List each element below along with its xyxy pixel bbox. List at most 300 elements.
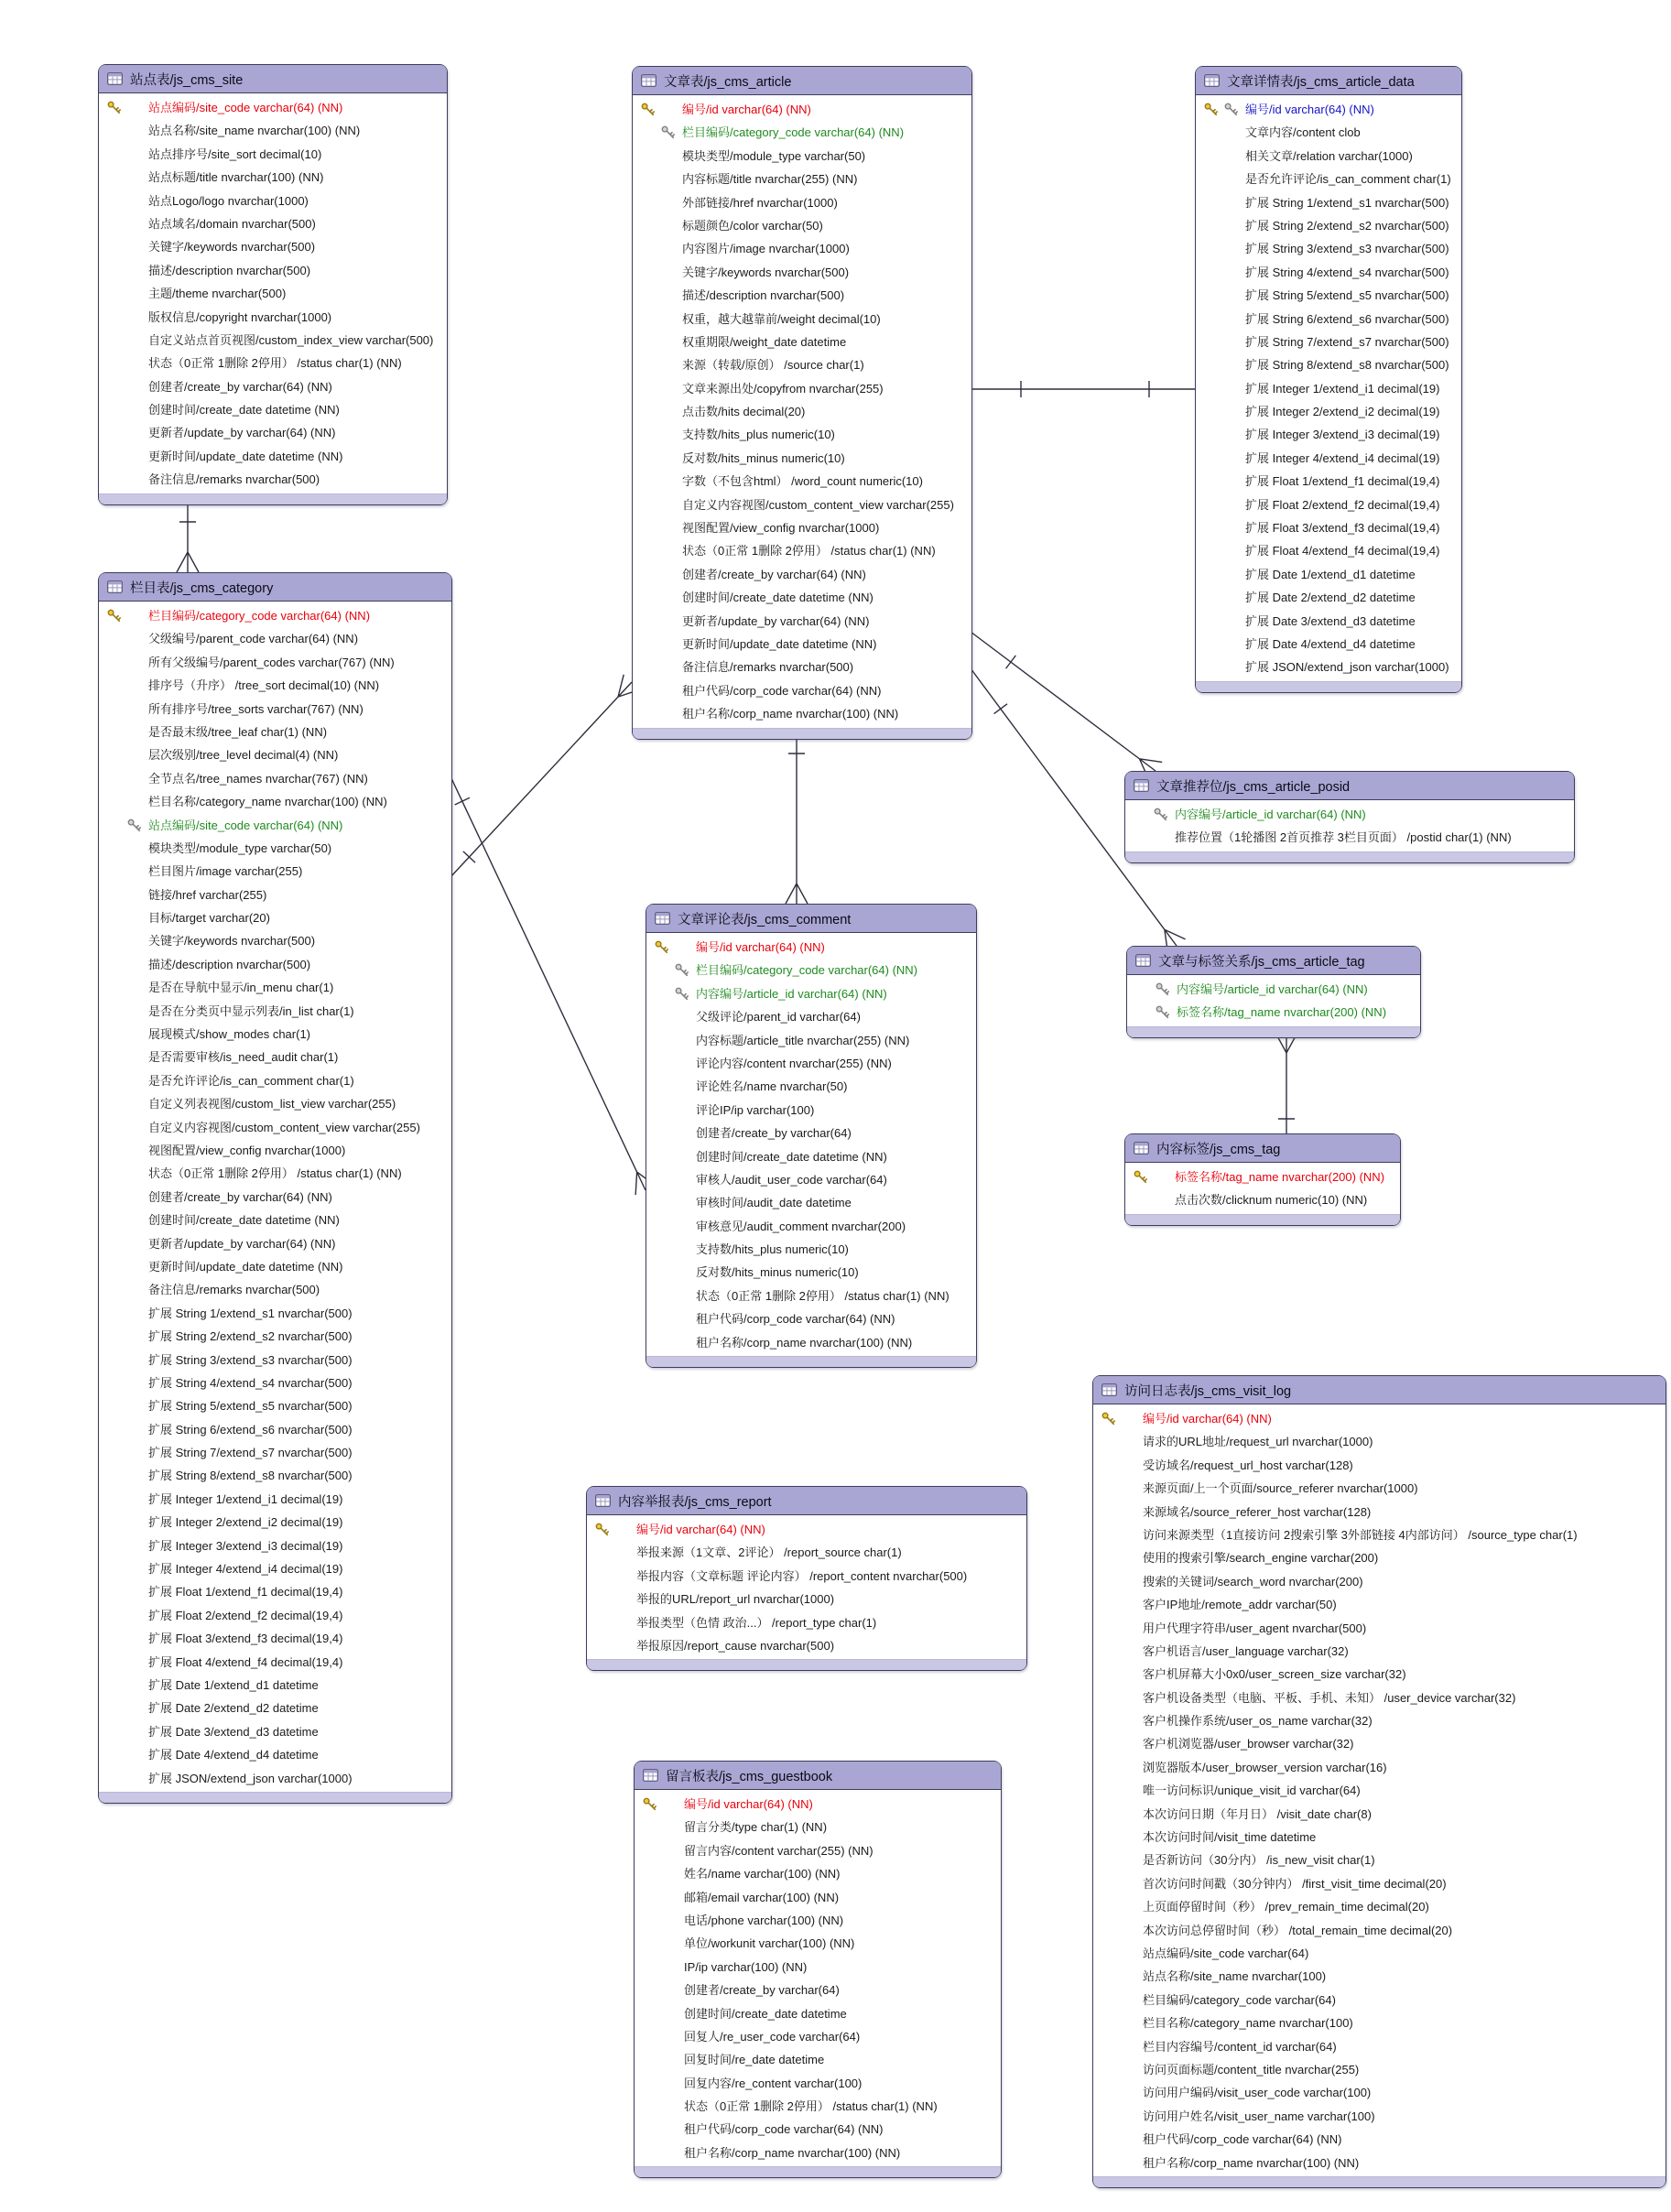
table-icon <box>655 912 670 925</box>
field-row-plain[interactable] <box>1196 237 1461 260</box>
field-row-pk[interactable] <box>587 1518 1026 1541</box>
field-row-plain[interactable] <box>1093 1686 1666 1709</box>
field-row-plain[interactable] <box>99 1349 451 1372</box>
field-label: 推荐位置（1轮播图 2首页推荐 3栏目页面） /postid char(1) (NN) <box>1175 830 1512 845</box>
field-row-plain[interactable] <box>1196 331 1461 353</box>
field-row-pk[interactable] <box>99 604 451 627</box>
field-row-plain[interactable] <box>99 1255 451 1278</box>
field-row-plain[interactable] <box>99 445 447 468</box>
field-row-plain[interactable] <box>99 837 451 860</box>
field-row-plain[interactable] <box>99 1372 451 1394</box>
field-row-plain[interactable] <box>1093 1663 1666 1686</box>
field-row-plain[interactable] <box>99 352 447 374</box>
field-row-plain[interactable] <box>99 1511 451 1534</box>
field-row-plain[interactable] <box>633 447 971 470</box>
field-row-plain[interactable] <box>646 1238 976 1261</box>
field-label: 扩展 Integer 2/extend_i2 decimal(19) <box>148 1515 343 1530</box>
field-label: 内容标题/article_title nvarchar(255) (NN) <box>696 1033 910 1047</box>
field-label: 创建时间/create_date datetime <box>684 2006 847 2021</box>
field-row-plain[interactable] <box>1196 284 1461 307</box>
field-row-plain[interactable] <box>99 906 451 929</box>
primary-key-icon <box>654 939 669 955</box>
field-row-plain[interactable] <box>633 261 971 284</box>
entity-title: 文章评论表/js_cms_comment <box>678 912 852 927</box>
field-row-plain[interactable] <box>99 976 451 999</box>
field-row-plain[interactable] <box>99 1046 451 1068</box>
field-row-plain[interactable] <box>646 1052 976 1075</box>
field-row-plain[interactable] <box>633 423 971 446</box>
entity-js_cms_article_tag[interactable] <box>1126 946 1421 1038</box>
field-row-plain[interactable] <box>99 1743 451 1766</box>
field-label: 所有排序号/tree_sorts varchar(767) (NN) <box>148 701 363 716</box>
table-icon <box>1204 74 1220 87</box>
field-label: 客户IP地址/remote_addr varchar(50) <box>1143 1598 1337 1612</box>
field-row-plain[interactable] <box>99 1302 451 1325</box>
field-row-plain[interactable] <box>1196 121 1461 144</box>
entity-field-list <box>1196 95 1461 679</box>
field-row-pkfk[interactable] <box>1196 98 1461 121</box>
entity-footer <box>635 2166 1001 2177</box>
field-row-plain[interactable] <box>635 2002 1001 2025</box>
field-row-plain[interactable] <box>1125 1188 1400 1211</box>
field-row-fk[interactable] <box>646 982 976 1005</box>
field-label: 邮箱/email varchar(100) (NN) <box>684 1890 840 1904</box>
field-label: 外部链接/href nvarchar(1000) <box>682 195 838 210</box>
field-label: 字数（不包含html） /word_count numeric(10) <box>682 474 923 489</box>
field-row-plain[interactable] <box>99 1186 451 1209</box>
field-row-plain[interactable] <box>99 1278 451 1301</box>
field-label: 扩展 String 6/extend_s6 nvarchar(500) <box>148 1422 353 1437</box>
field-label: 客户机语言/user_language varchar(32) <box>1143 1643 1349 1658</box>
field-row-fk[interactable] <box>1127 978 1420 1001</box>
field-row-plain[interactable] <box>633 168 971 190</box>
field-row-plain[interactable] <box>1196 539 1461 562</box>
field-row-plain[interactable] <box>1093 1593 1666 1616</box>
entity-header[interactable] <box>1093 1376 1666 1404</box>
field-label: 状态（0正常 1删除 2停用） /status char(1) (NN) <box>684 2099 938 2114</box>
field-label: 搜索的关键词/search_word nvarchar(200) <box>1143 1574 1363 1589</box>
field-row-plain[interactable] <box>1196 447 1461 470</box>
field-row-plain[interactable] <box>99 1069 451 1092</box>
field-row-pk[interactable] <box>99 96 447 119</box>
field-row-plain[interactable] <box>1196 168 1461 190</box>
entity-title: 留言板表/js_cms_guestbook <box>666 1769 833 1784</box>
entity-header[interactable] <box>633 67 971 95</box>
field-row-plain[interactable] <box>646 1099 976 1122</box>
relation-line-js_cms_tag-js_cms_article_tag[interactable] <box>1275 1033 1297 1133</box>
field-row-plain[interactable] <box>646 1261 976 1284</box>
field-row-plain[interactable] <box>99 1325 451 1348</box>
entity-header[interactable] <box>1125 1134 1400 1163</box>
field-label: 扩展 JSON/extend_json varchar(1000) <box>148 1771 353 1785</box>
field-label: 审核人/audit_user_code varchar(64) <box>696 1172 887 1187</box>
relation-line-js_cms_article-js_cms_comment[interactable] <box>786 733 808 904</box>
field-row-plain[interactable] <box>1093 1570 1666 1593</box>
field-label: 举报原因/report_cause nvarchar(500) <box>636 1638 835 1653</box>
field-row-plain[interactable] <box>1093 1965 1666 1988</box>
field-row-plain[interactable] <box>1093 1942 1666 1965</box>
field-row-plain[interactable] <box>99 1023 451 1046</box>
field-row-plain[interactable] <box>99 398 447 421</box>
field-row-plain[interactable] <box>1093 1872 1666 1895</box>
field-row-plain[interactable] <box>99 884 451 906</box>
field-row-plain[interactable] <box>1093 1756 1666 1779</box>
field-row-plain[interactable] <box>99 306 447 329</box>
field-row-fk[interactable] <box>646 959 976 981</box>
field-row-plain[interactable] <box>99 721 451 743</box>
field-row-plain[interactable] <box>99 1394 451 1417</box>
entity-js_cms_tag[interactable] <box>1124 1133 1401 1226</box>
relation-line-js_cms_category-js_cms_article[interactable] <box>450 675 640 877</box>
field-row-plain[interactable] <box>1093 1709 1666 1732</box>
field-label: 扩展 Date 1/extend_d1 datetime <box>1245 567 1416 581</box>
entity-js_cms_comment[interactable] <box>646 904 977 1368</box>
entity-footer <box>646 1356 976 1367</box>
field-row-plain[interactable] <box>633 656 971 678</box>
field-label: 站点排序号/site_sort decimal(10) <box>148 146 322 161</box>
field-row-plain[interactable] <box>1093 1826 1666 1849</box>
field-row-plain[interactable] <box>635 1979 1001 2001</box>
field-row-plain[interactable] <box>633 284 971 307</box>
field-row-plain[interactable] <box>633 493 971 516</box>
field-row-plain[interactable] <box>99 259 447 282</box>
field-row-plain[interactable] <box>99 190 447 212</box>
field-row-fk[interactable] <box>1127 1001 1420 1024</box>
field-row-plain[interactable] <box>635 2095 1001 2118</box>
field-label: 上页面停留时间（秒） /prev_remain_time decimal(20) <box>1143 1900 1429 1914</box>
field-row-plain[interactable] <box>1196 586 1461 609</box>
entity-js_cms_article[interactable] <box>632 66 972 740</box>
field-row-plain[interactable] <box>99 929 451 952</box>
field-label: 状态（0正常 1删除 2停用） /status char(1) (NN) <box>696 1288 949 1303</box>
field-row-plain[interactable] <box>1093 1617 1666 1640</box>
field-row-plain[interactable] <box>99 651 451 674</box>
entity-js_cms_guestbook[interactable] <box>634 1761 1002 2178</box>
field-row-plain[interactable] <box>646 1215 976 1238</box>
primary-key-icon <box>1133 1169 1148 1185</box>
field-label: 请求的URL地址/request_url nvarchar(1000) <box>1143 1435 1373 1449</box>
field-row-plain[interactable] <box>99 953 451 976</box>
field-row-plain[interactable] <box>99 1580 451 1603</box>
field-row-plain[interactable] <box>633 237 971 260</box>
relation-line-js_cms_article-js_cms_article_data[interactable] <box>971 381 1195 397</box>
field-row-plain[interactable] <box>99 860 451 883</box>
field-row-plain[interactable] <box>99 375 447 398</box>
field-label: 自定义内容视图/custom_content_view varchar(255) <box>148 1120 420 1134</box>
field-row-plain[interactable] <box>99 1651 451 1674</box>
entity-field-list <box>587 1515 1026 1657</box>
field-row-plain[interactable] <box>633 470 971 493</box>
field-row-plain[interactable] <box>1093 2128 1666 2151</box>
entity-footer <box>587 1659 1026 1670</box>
field-row-plain[interactable] <box>587 1565 1026 1588</box>
primary-key-icon <box>640 102 656 117</box>
field-row-plain[interactable] <box>587 1634 1026 1657</box>
field-row-plain[interactable] <box>587 1541 1026 1564</box>
field-label: 扩展 Integer 4/extend_i4 decimal(19) <box>148 1562 343 1577</box>
field-row-plain[interactable] <box>1093 1454 1666 1477</box>
field-label: 扩展 Float 1/extend_f1 decimal(19,4) <box>148 1585 343 1599</box>
field-row-plain[interactable] <box>99 1232 451 1255</box>
field-row-plain[interactable] <box>99 1604 451 1627</box>
field-row-plain[interactable] <box>1196 470 1461 493</box>
field-row-plain[interactable] <box>1093 1501 1666 1523</box>
field-row-plain[interactable] <box>99 627 451 650</box>
field-label: 内容标题/title nvarchar(255) (NN) <box>682 172 858 187</box>
field-label: 状态（0正常 1删除 2停用） /status char(1) (NN) <box>148 1166 402 1181</box>
field-row-plain[interactable] <box>646 1122 976 1144</box>
field-row-plain[interactable] <box>1093 1640 1666 1663</box>
field-row-plain[interactable] <box>1196 423 1461 446</box>
field-row-plain[interactable] <box>99 1092 451 1115</box>
field-row-plain[interactable] <box>1196 214 1461 237</box>
field-row-plain[interactable] <box>1093 1477 1666 1500</box>
field-row-pk[interactable] <box>646 936 976 959</box>
entity-js_cms_article_data[interactable] <box>1195 66 1462 693</box>
field-row-plain[interactable] <box>99 698 451 721</box>
field-row-plain[interactable] <box>1093 2011 1666 2034</box>
entity-header[interactable] <box>587 1487 1026 1515</box>
field-row-plain[interactable] <box>99 1557 451 1580</box>
field-row-plain[interactable] <box>99 767 451 790</box>
field-row-plain[interactable] <box>99 1674 451 1697</box>
field-row-plain[interactable] <box>99 1209 451 1231</box>
field-label: 扩展 Date 2/extend_d2 datetime <box>1245 591 1416 605</box>
entity-footer <box>1196 681 1461 692</box>
entity-field-list <box>99 602 451 1790</box>
field-row-plain[interactable] <box>1093 2035 1666 2058</box>
entity-header[interactable] <box>99 573 451 602</box>
field-label: 站点名称/site_name nvarchar(100) <box>1143 1969 1327 1984</box>
field-row-plain[interactable] <box>99 1534 451 1557</box>
entity-js_cms_site[interactable] <box>98 64 448 505</box>
entity-header[interactable] <box>635 1762 1001 1790</box>
field-row-plain[interactable] <box>587 1611 1026 1634</box>
field-label: 备注信息/remarks nvarchar(500) <box>682 660 854 675</box>
field-row-plain[interactable] <box>99 1627 451 1650</box>
field-row-plain[interactable] <box>1196 563 1461 586</box>
field-row-plain[interactable] <box>1196 656 1461 678</box>
field-row-plain[interactable] <box>635 1932 1001 1955</box>
field-row-plain[interactable] <box>99 1162 451 1185</box>
entity-header[interactable] <box>1125 772 1574 800</box>
field-row-plain[interactable] <box>1093 1779 1666 1802</box>
field-label: 权重期限/weight_date datetime <box>682 334 847 349</box>
field-row-plain[interactable] <box>99 790 451 813</box>
field-row-plain[interactable] <box>646 1285 976 1307</box>
field-row-plain[interactable] <box>1093 2152 1666 2174</box>
field-label: 扩展 String 1/extend_s1 nvarchar(500) <box>1245 195 1449 210</box>
field-row-plain[interactable] <box>635 1956 1001 1979</box>
entity-js_cms_visit_log[interactable] <box>1092 1375 1666 2188</box>
field-row-plain[interactable] <box>646 1168 976 1191</box>
field-label: 更新时间/update_date datetime (NN) <box>682 636 877 651</box>
field-label: 是否允许评论/is_can_comment char(1) <box>148 1073 354 1088</box>
field-row-plain[interactable] <box>1093 1919 1666 1942</box>
field-row-plain[interactable] <box>635 2142 1001 2164</box>
entity-js_cms_category[interactable] <box>98 572 452 1804</box>
field-row-plain[interactable] <box>1093 2105 1666 2128</box>
field-label: 模块类型/module_type varchar(50) <box>682 148 866 163</box>
field-row-plain[interactable] <box>633 377 971 400</box>
field-label: 来源页面/上一个页面/source_referer nvarchar(1000) <box>1143 1481 1418 1496</box>
field-row-pk[interactable] <box>1093 1407 1666 1430</box>
field-label: 描述/description nvarchar(500) <box>148 263 311 277</box>
entity-header[interactable] <box>646 905 976 933</box>
field-label: 相关文章/relation varchar(1000) <box>1245 148 1413 163</box>
field-row-plain[interactable] <box>633 353 971 376</box>
field-row-plain[interactable] <box>635 1909 1001 1932</box>
field-label: 扩展 Date 1/extend_d1 datetime <box>148 1677 319 1692</box>
field-row-plain[interactable] <box>99 235 447 258</box>
field-label: 自定义列表视图/custom_list_view varchar(255) <box>148 1097 396 1111</box>
field-row-plain[interactable] <box>646 1307 976 1330</box>
field-row-plain[interactable] <box>99 212 447 235</box>
field-row-plain[interactable] <box>99 166 447 189</box>
field-row-plain[interactable] <box>1196 610 1461 633</box>
field-row-plain[interactable] <box>1196 353 1461 376</box>
field-row-plain[interactable] <box>1093 1803 1666 1826</box>
field-row-plain[interactable] <box>635 1886 1001 1909</box>
table-icon <box>1134 1142 1149 1155</box>
field-row-plain[interactable] <box>633 610 971 633</box>
field-row-plain[interactable] <box>99 143 447 166</box>
field-row-plain[interactable] <box>99 1767 451 1790</box>
field-row-plain[interactable] <box>635 2025 1001 2048</box>
field-row-fk[interactable] <box>99 814 451 837</box>
field-row-plain[interactable] <box>1093 1546 1666 1569</box>
entity-js_cms_report[interactable] <box>586 1486 1027 1671</box>
field-row-plain[interactable] <box>99 1697 451 1719</box>
field-row-plain[interactable] <box>633 400 971 423</box>
field-label: 扩展 Float 3/extend_f3 decimal(19,4) <box>148 1632 343 1646</box>
field-row-plain[interactable] <box>633 331 971 353</box>
field-row-plain[interactable] <box>99 1000 451 1023</box>
field-row-plain[interactable] <box>1196 377 1461 400</box>
field-label: 支持数/hits_plus numeric(10) <box>696 1242 849 1257</box>
field-label: 站点编码/site_code varchar(64) <box>1143 1946 1309 1960</box>
field-row-pk[interactable] <box>1125 1166 1400 1188</box>
entity-header[interactable] <box>1196 67 1461 95</box>
field-row-plain[interactable] <box>633 679 971 702</box>
field-row-plain[interactable] <box>1196 400 1461 423</box>
entity-title: 文章表/js_cms_article <box>664 74 792 90</box>
field-row-plain[interactable] <box>646 1075 976 1098</box>
field-row-plain[interactable] <box>635 1862 1001 1885</box>
field-row-plain[interactable] <box>635 2072 1001 2095</box>
field-label: 举报的URL/report_url nvarchar(1000) <box>636 1592 835 1607</box>
field-row-plain[interactable] <box>1093 1895 1666 1918</box>
field-row-plain[interactable] <box>99 421 447 444</box>
field-row-plain[interactable] <box>635 2048 1001 2071</box>
table-icon <box>1135 954 1151 967</box>
field-label: 站点标题/title nvarchar(100) (NN) <box>148 170 324 185</box>
field-row-plain[interactable] <box>99 119 447 142</box>
field-row-pk[interactable] <box>633 98 971 121</box>
field-label: 回复人/re_user_code varchar(64) <box>684 2029 861 2044</box>
field-row-plain[interactable] <box>633 516 971 539</box>
field-row-plain[interactable] <box>633 308 971 331</box>
field-row-plain[interactable] <box>1196 145 1461 168</box>
field-row-plain[interactable] <box>646 1005 976 1028</box>
field-label: 扩展 Date 3/extend_d3 datetime <box>148 1724 319 1739</box>
field-row-plain[interactable] <box>646 1145 976 1168</box>
field-row-plain[interactable] <box>1196 308 1461 331</box>
field-row-plain[interactable] <box>99 1116 451 1139</box>
field-label: 扩展 String 4/extend_s4 nvarchar(500) <box>1245 265 1449 279</box>
field-row-plain[interactable] <box>635 1816 1001 1838</box>
relation-line-js_cms_site-js_cms_category[interactable] <box>177 499 199 572</box>
relation-line-js_cms_article-js_cms_article_posid[interactable] <box>971 632 1162 780</box>
field-row-plain[interactable] <box>635 1839 1001 1862</box>
field-row-plain[interactable] <box>1093 2058 1666 2081</box>
field-row-plain[interactable] <box>1093 1989 1666 2011</box>
field-row-plain[interactable] <box>633 563 971 586</box>
field-label: 排序号（升序） /tree_sort decimal(10) (NN) <box>148 678 380 693</box>
field-row-plain[interactable] <box>1196 493 1461 516</box>
field-label: 内容编号/article_id varchar(64) (NN) <box>1175 808 1366 821</box>
field-row-plain[interactable] <box>99 674 451 697</box>
field-row-plain[interactable] <box>646 1191 976 1214</box>
field-row-plain[interactable] <box>99 282 447 305</box>
field-row-plain[interactable] <box>1196 261 1461 284</box>
entity-header[interactable] <box>1127 947 1420 975</box>
field-row-plain[interactable] <box>1093 1849 1666 1871</box>
field-label: 创建者/create_by varchar(64) (NN) <box>682 567 866 581</box>
field-row-fk[interactable] <box>1125 803 1574 826</box>
field-row-plain[interactable] <box>633 214 971 237</box>
entity-js_cms_article_posid[interactable] <box>1124 771 1575 863</box>
field-row-plain[interactable] <box>99 743 451 766</box>
field-row-plain[interactable] <box>635 2118 1001 2141</box>
field-row-plain[interactable] <box>1093 1732 1666 1755</box>
field-row-fk[interactable] <box>633 121 971 144</box>
field-row-plain[interactable] <box>99 468 447 491</box>
field-row-plain[interactable] <box>1196 633 1461 656</box>
field-label: 扩展 String 5/extend_s5 nvarchar(500) <box>1245 288 1449 303</box>
entity-header[interactable] <box>99 65 447 93</box>
field-row-plain[interactable] <box>633 191 971 214</box>
field-row-plain[interactable] <box>1093 1430 1666 1453</box>
field-row-plain[interactable] <box>1196 191 1461 214</box>
field-label: 是否最末级/tree_leaf char(1) (NN) <box>148 724 328 739</box>
field-row-plain[interactable] <box>99 329 447 352</box>
field-row-plain[interactable] <box>1196 516 1461 539</box>
field-row-plain[interactable] <box>99 1720 451 1743</box>
relation-line-js_cms_category-js_cms_comment[interactable] <box>450 776 656 1195</box>
field-row-plain[interactable] <box>1093 1523 1666 1546</box>
field-row-pk[interactable] <box>635 1793 1001 1816</box>
field-row-plain[interactable] <box>633 539 971 562</box>
field-row-plain[interactable] <box>633 633 971 656</box>
field-row-plain[interactable] <box>633 586 971 609</box>
field-row-plain[interactable] <box>633 702 971 725</box>
field-row-plain[interactable] <box>99 1464 451 1487</box>
field-row-plain[interactable] <box>587 1588 1026 1610</box>
field-row-plain[interactable] <box>99 1441 451 1464</box>
field-label: 备注信息/remarks nvarchar(500) <box>148 1283 320 1297</box>
field-row-plain[interactable] <box>99 1488 451 1511</box>
field-row-plain[interactable] <box>646 1029 976 1052</box>
field-row-plain[interactable] <box>99 1418 451 1441</box>
field-label: 扩展 Date 4/extend_d4 datetime <box>148 1748 319 1762</box>
field-row-plain[interactable] <box>1093 2081 1666 2104</box>
field-row-plain[interactable] <box>646 1331 976 1354</box>
field-row-plain[interactable] <box>99 1139 451 1162</box>
field-row-plain[interactable] <box>633 145 971 168</box>
field-label: 父级编号/parent_code varchar(64) (NN) <box>148 632 359 646</box>
field-row-plain[interactable] <box>1125 826 1574 849</box>
